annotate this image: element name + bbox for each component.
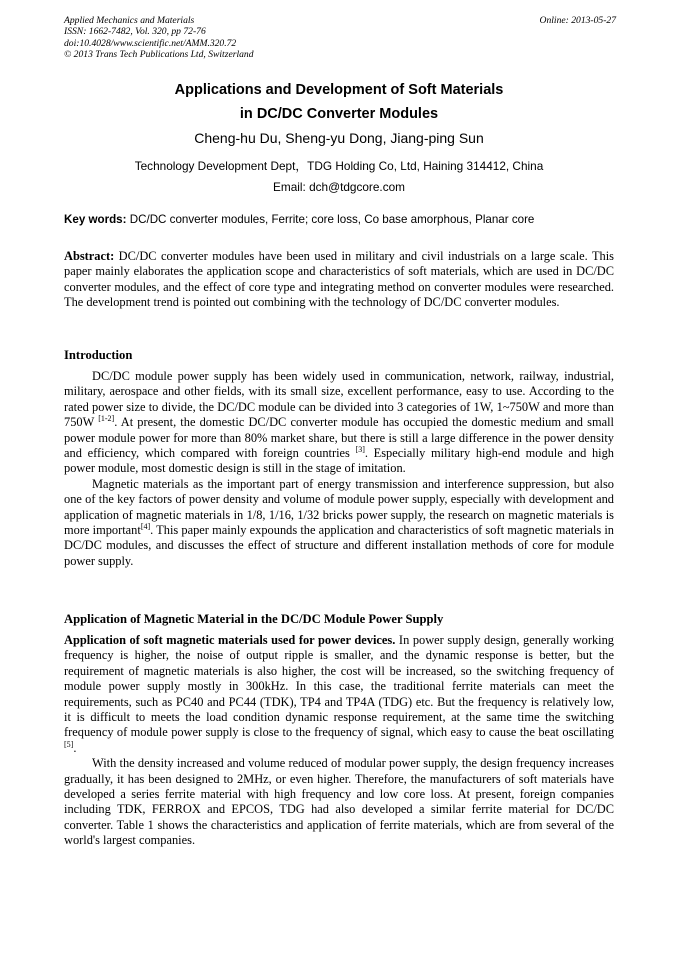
citation-ref: [5]	[64, 739, 74, 749]
application-heading: Application of Magnetic Material in the DC/DC Module Power Supply	[64, 612, 444, 626]
paper-title-line-2: in DC/DC Converter Modules	[239, 106, 439, 122]
online-date: Online: 2013-05-27	[539, 15, 616, 26]
journal-name: Applied Mechanics and Materials	[64, 15, 195, 26]
introduction-section	[64, 369, 614, 569]
abstract-label: Abstract:	[64, 249, 115, 263]
introduction-heading: Introduction	[64, 348, 133, 362]
keywords	[64, 213, 624, 226]
keywords-text: DC/DC converter modules, Ferrite; core loss, Co base amorphous, Planar core	[126, 213, 535, 226]
application-section	[64, 633, 614, 849]
subsection-lead: Application of soft magnetic materials used for power devices.	[64, 633, 396, 647]
keywords-label: Key words:	[64, 213, 127, 226]
citation-ref: [1-2]	[98, 414, 115, 424]
abstract-text: DC/DC converter modules have been used in military and civil industrials on a large scale. This paper mainly elaborates the application scope and characteristics of soft materials, which are used in DC/DC converter modules, and the effect of core type and integrating method on converter modules were researched. The development trend is pointed out combining with the technology of DC/DC converter modules.	[64, 249, 614, 310]
intro-paragraph-2: Magnetic materials as the important part of energy transmission and interference suppression, but also one of the key factors of power density and volume of module power supply, especially with development and application of magnetic materials in 1/8, 1/16, 1/32 bricks power supply, the research on magnetic materials is more important[4]. This paper mainly expounds the application and characteristics of soft magnetic materials in DC/DC modules, and discusses the effect of structure and different installation methods of core for module power supply.	[64, 476, 614, 568]
application-paragraph-1: Application of soft magnetic materials used for power devices. In power supply design, generally working frequency is higher, the noise of output ripple is smaller, and the dynamic response is better, but the requirement of magnetic materials is also higher, the cost will be increased, so the switching frequency of module power supply mostly in 300kHz. In this case, the traditional ferrite materials can meet the requirements, such as PC40 and PC44 (TDK), TP4 and TP4A (TDG) etc. But the frequency is relatively low, it is difficult to meets the load condition dynamic response requirement, at the same time the switching frequency of module power supply is close to the frequency of signal, which easy to cause the beat oscillating [5].	[64, 633, 614, 755]
abstract	[64, 249, 614, 311]
citation-ref: [3]	[355, 444, 365, 454]
journal-header	[64, 15, 616, 61]
doi-line[interactable]: doi:10.4028/www.scientific.net/AMM.320.72	[64, 37, 237, 49]
author-list: Cheng-hu Du, Sheng-yu Dong, Jiang-ping Sun	[194, 130, 484, 146]
citation-ref: [4]	[140, 521, 151, 531]
application-paragraph-2: With the density increased and volume reduced of modular power supply, the design frequency increases gradually, it has been designed to 2MHz, or even higher. Therefore, the manufacturers of soft materials have developed a series ferrite material with high frequency and low core loss. At present, foreign companies including TDK, FERROX and EPCOS, TDG had also developed a similar ferrite material for DC/DC converter. Table 1 shows the characteristics and application of ferrite materials, which are from several of the world's largest companies.	[64, 756, 614, 848]
intro-paragraph-1: DC/DC module power supply has been widely used in communication, network, railway, industrial, military, aerospace and other fields, with its small size, excellent performance, easy to use. According to the rated power size to divide, the DC/DC module can be divided into 3 categories of 1W, 1~750W and more than 750W [1-2]. At present, the domestic DC/DC converter module has occupied the domestic medium and small power module power for more than 80% market share, but there is still a large difference in the power density and efficiency, which compared with foreign countries [3]. Especially military high-end module and high power module, most domestic design is still in the stage of imitation.	[64, 369, 614, 476]
affiliation: Technology Development Dept，TDG Holding Co, Ltd, Haining 314412, China	[134, 159, 544, 173]
paper-title-line-1: Applications and Development of Soft Materials	[174, 82, 504, 98]
copyright-line: © 2013 Trans Tech Publications Ltd, Switzerland	[64, 49, 254, 61]
issn-line: ISSN: 1662-7482, Vol. 320, pp 72-76	[64, 26, 206, 38]
author-email[interactable]: Email: dch@tdgcore.com	[273, 180, 405, 194]
